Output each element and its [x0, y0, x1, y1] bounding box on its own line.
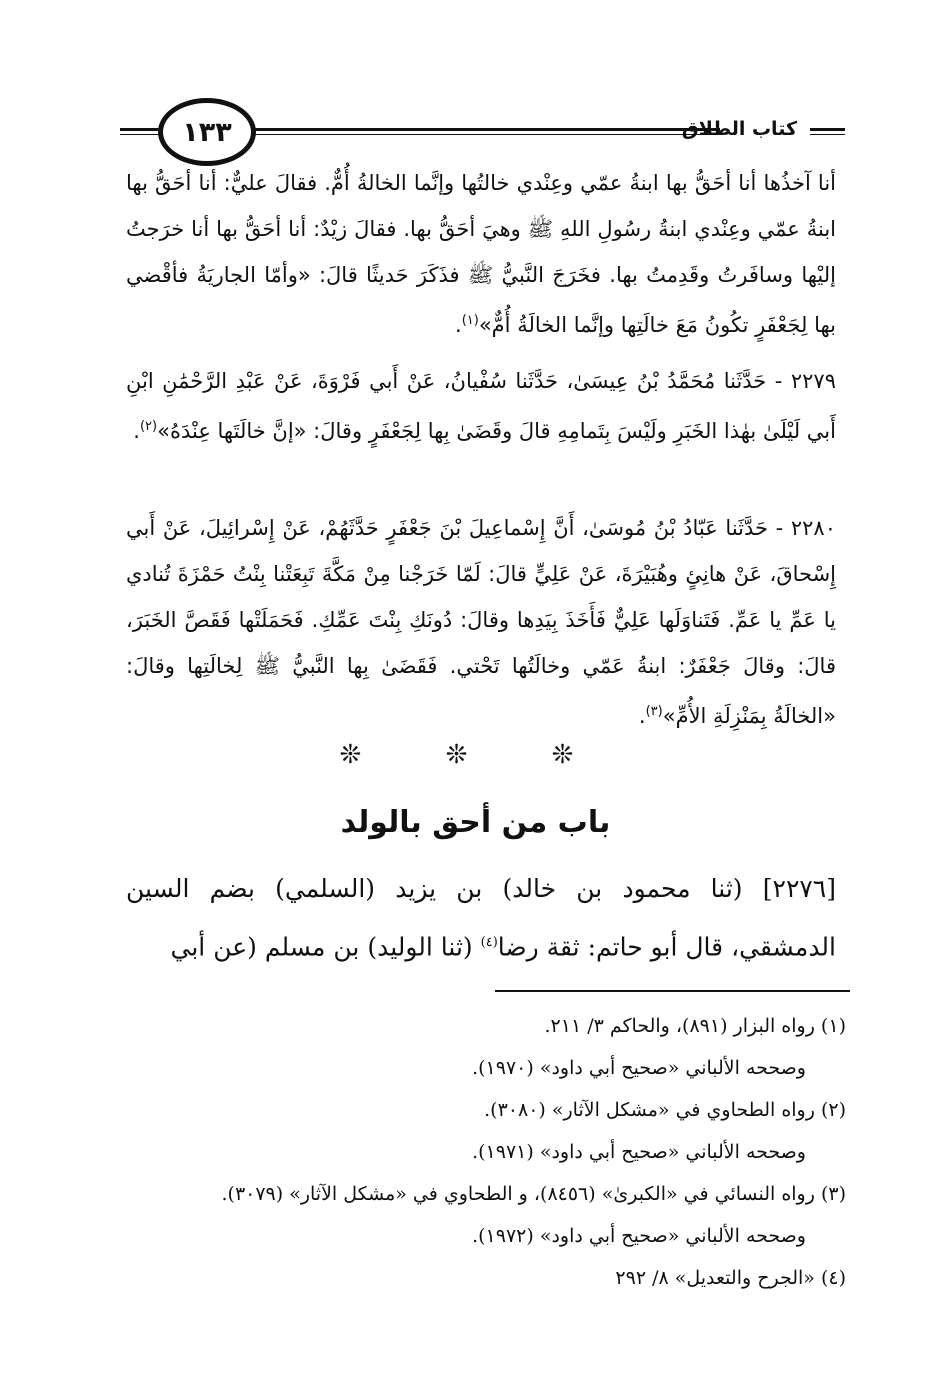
- header-rule-right-thin: [810, 134, 845, 135]
- chapter-title: كتاب الطلاق: [681, 118, 797, 140]
- footnotes: [116, 1005, 846, 1299]
- hadith-paragraph-1: أنا آخذُها أنا أحَقُّ بها ابنةُ عمّي وعِنْدي خالتُها وإنَّما الخالةُ أُمٌّ. فقالَ عليٌّ: أنا أحَقُّ بها ابنةُ عمّي وعِنْدي ابنةُ رسُولِ اللهِ ﷺ وهيَ أحَقُّ بها. فقالَ زيْدٌ: أنا أحَقُّ بها أنا خرَجتُ إليْها وسافَرتُ وقَدِمتُ بها. فخَرَجَ النَّبيُّ ﷺ فذَكَرَ حَديثًا قالَ: «وأمّا الجاريَةُ فأقْضي بها لِجَعْفَرٍ تكُونُ مَعَ خالَتِها وإنَّما الخالَةُ أُمٌّ»$^{(١)}$.: [126, 171, 836, 337]
- running-header: [120, 98, 845, 162]
- hadith-paragraph-2279: ٢٢٧٩ - حَدَّثَنا مُحَمَّدُ بْنُ عِيسَىٰ، حَدَّثَنا سُفْيانُ، عَنْ أَبي فَرْوَةَ، عَنْ عَبْدِ الرَّحْمَٰنِ ابْنِ أَبي لَيْلَىٰ بهٰذا الخَبَرِ ولَيْسَ بِتَمامِهِ قالَ وقَضَىٰ بِها لِجَعْفَرٍ وقالَ: «إنَّ خالَتَها عِنْدَهُ»$^{(٢)}$.: [126, 369, 836, 443]
- section-divider: ❊ ❊ ❊: [339, 740, 612, 770]
- commentary-paragraph: [126, 862, 836, 974]
- footnote-3: (٣) رواه النسائي في «الكبرىٰ» (٨٤٥٦)، و الطحاوي في «مشكل الآثار» (٣٠٧٩).: [221, 1183, 846, 1205]
- header-rule-mid: [250, 128, 720, 131]
- footnote-1-note: وصححه الألباني «صحيح أبي داود» (١٩٧٠).: [472, 1057, 806, 1079]
- section-title: باب من أحق بالولد: [340, 805, 611, 840]
- hadith-text-2280: ٢٢٨٠ - حَدَّثَنا عَبّادُ بْنُ مُوسَىٰ، أَنَّ إِسْماعِيلَ بْنَ جَعْفَرٍ حَدَّثَهُمْ، عَنْ إِسْرائِيلَ، عَنْ أَبي إِسْحاقَ، عَنْ هانِئٍ وهُبَيْرَةَ، عَنْ عَلِيٍّ قالَ: لَمّا خَرَجْنا مِنْ مَكَّةَ تَبِعَتْنا بِنْتُ حَمْزَةَ تُنادي يا عَمِّ يا عَمِّ. فَتَناوَلَها عَلِيٌّ فَأَخَذَ بِيَدِها وقالَ: دُونَكِ بِنْتَ عَمِّكِ. فَحَمَلَتْها فَقَصَّ الخَبَرَ، قالَ: وقالَ جَعْفَرٌ: ابنةُ عَمّي وخالَتُها تَحْتي. فَقَضَىٰ بِها النَّبيُّ ﷺ لِخالَتِها وقالَ: «الخالَةُ بِمَنْزِلَةِ الأُمِّ»: [126, 516, 836, 728]
- commentary-text-a: [٢٢٧٦] (ثنا محمود بن خالد) بن يزيد (السلمي) بضم السين الدمشقي، قال أبو حاتم: ثقة رضا: [126, 874, 836, 962]
- footnote-ref-1: (١): [461, 313, 479, 328]
- header-rule-right: [810, 128, 845, 131]
- hadith-paragraph-2280: ٢٢٨٠ - حَدَّثَنا عَبّادُ بْنُ مُوسَىٰ، أَنَّ إِسْماعِيلَ بْنَ جَعْفَرٍ حَدَّثَهُمْ، عَنْ إِسْرائِيلَ، عَنْ أَبي إِسْحاقَ، عَنْ هانِئٍ وهُبَيْرَةَ، عَنْ عَلِيٍّ قالَ: لَمّا خَرَجْنا مِنْ مَكَّةَ تَبِعَتْنا بِنْتُ حَمْزَةَ تُنادي يا عَمِّ يا عَمِّ. فَتَناوَلَها عَلِيٌّ فَأَخَذَ بِيَدِها وقالَ: دُونَكِ بِنْتَ عَمِّكِ. فَحَمَلَتْها فَقَصَّ الخَبَرَ، قالَ: وقالَ جَعْفَرٌ: ابنةُ عَمّي وخالَتُها تَحْتي. فَقَضَىٰ بِها النَّبيُّ ﷺ لِخالَتِها وقالَ: «الخالَةُ بِمَنْزِلَةِ الأُمِّ»$^{(٣)}$.: [126, 516, 836, 728]
- hadith-text-2279: ٢٢٧٩ - حَدَّثَنا مُحَمَّدُ بْنُ عِيسَىٰ، حَدَّثَنا سُفْيانُ، عَنْ أَبي فَرْوَةَ، عَنْ عَبْدِ الرَّحْمَٰنِ ابْنِ أَبي لَيْلَىٰ بهٰذا الخَبَرِ ولَيْسَ بِتَمامِهِ قالَ وقَضَىٰ بِها لِجَعْفَرٍ وقالَ: «إنَّ خالَتَها عِنْدَهُ»: [126, 369, 836, 443]
- footnote-2-note: وصححه الألباني «صحيح أبي داود» (١٩٧١).: [472, 1141, 806, 1163]
- footnote-ref-4: (٤): [480, 935, 498, 950]
- footnote-1: (١) رواه البزار (٨٩١)، والحاكم ٣/ ٢١١.: [544, 1015, 846, 1037]
- footnote-ref-3: (٣): [645, 704, 663, 719]
- hadith-text-1: أنا آخذُها أنا أحَقُّ بها ابنةُ عمّي وعِنْدي خالتُها وإنَّما الخالةُ أُمٌّ. فقالَ عليٌّ: أنا أحَقُّ بها ابنةُ عمّي وعِنْدي ابنةُ رسُولِ اللهِ ﷺ وهيَ أحَقُّ بها. فقالَ زيْدٌ: أنا أحَقُّ بها أنا خرَجتُ إليْها وسافَرتُ وقَدِمتُ بها. فخَرَجَ النَّبيُّ ﷺ فذَكَرَ حَديثًا قالَ: «وأمّا الجاريَةُ فأقْضي بها لِجَعْفَرٍ تكُونُ مَعَ خالَتِها وإنَّما الخالَةُ أُمٌّ»: [126, 171, 836, 337]
- footnote-3-note: وصححه الألباني «صحيح أبي داود» (١٩٧٢).: [472, 1225, 806, 1247]
- footnote-ref-2: (٢): [139, 419, 158, 434]
- page-number: ١٣٣: [158, 98, 256, 166]
- commentary-text-b: (ثنا الوليد) بن مسلم (عن أبي: [170, 932, 473, 962]
- header-rule-mid-thin: [250, 134, 720, 135]
- footnote-2: (٢) رواه الطحاوي في «مشكل الآثار» (٣٠٨٠).: [484, 1099, 846, 1121]
- footnote-separator: [495, 990, 850, 992]
- footnote-4: (٤) «الجرح والتعديل» ٨/ ٢٩٢: [615, 1267, 846, 1289]
